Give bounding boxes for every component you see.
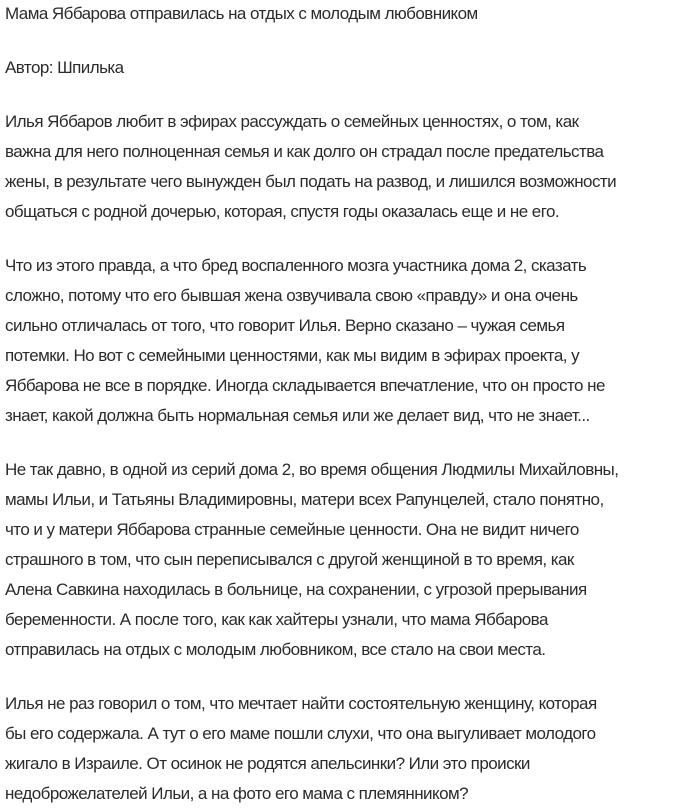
paragraph-line: знает, какой должна быть нормальная семья или же делает вид, что не знает... [5, 406, 590, 425]
paragraph-line: сложно, потому что его бывшая жена озвучивала свою «правду» и она очень [5, 286, 578, 305]
paragraph-line: потемки. Но вот с семейными ценностями, как мы видим в эфирах проекта, у [5, 346, 580, 365]
paragraph-line: бы его содержала. А тут о его маме пошли слухи, что она выгуливает молодого [5, 724, 596, 743]
paragraph-line: Илья не раз говорил о том, что мечтает найти состоятельную женщину, которая [5, 694, 597, 713]
paragraph-line: жены, в результате чего вынужден был подать на развод, и лишился возможности [5, 172, 617, 191]
paragraph-line: Яббарова не все в порядке. Иногда складывается впечатление, что он просто не [5, 376, 605, 395]
paragraph-line: мамы Ильи, и Татьяны Владимировны, матери всех Рапунцелей, стало понятно, [5, 490, 604, 509]
paragraph [5, 251, 699, 431]
paragraph-line: беременности. А после того, как как хайтеры узнали, что мама Яббарова [5, 610, 548, 629]
paragraph-line: Что из этого правда, а что бред воспаленного мозга участника дома 2, сказать [5, 256, 587, 275]
paragraph [5, 689, 699, 809]
paragraph-line: отправилась на отдых с молодым любовником, все стало на свои места. [5, 640, 546, 659]
paragraph-line: Алена Савкина находилась в больнице, на сохранении, с угрозой прерывания [5, 580, 587, 599]
paragraph-line: недоброжелателей Ильи, а на фото его мама с племянником? [5, 784, 469, 803]
paragraph-line: важна для него полноценная семья и как долго он страдал после предательства [5, 142, 604, 161]
paragraph-line: Не так давно, в одной из серий дома 2, во время общения Людмилы Михайловны, [5, 460, 619, 479]
paragraph-line: Илья Яббаров любит в эфирах рассуждать о семейных ценностях, о том, как [5, 112, 579, 131]
article-author [5, 53, 699, 83]
paragraph-line: сильно отличалась от того, что говорит Илья. Верно сказано – чужая семья [5, 316, 565, 335]
paragraph-line: жигало в Израиле. От осинок не родятся апельсинки? Или это происки [5, 754, 530, 773]
paragraph [5, 107, 699, 227]
title-text: Мама Яббарова отправилась на отдых с молодым любовником [5, 4, 478, 23]
paragraph-line: общаться с родной дочерью, которая, спустя годы оказалась еще и не его. [5, 202, 560, 221]
paragraph [5, 455, 699, 665]
paragraph-line: что и у матери Яббарова странные семейные ценности. Она не видит ничего [5, 520, 579, 539]
paragraph-line: страшного в том, что сын переписывался с другой женщиной в то время, как [5, 550, 574, 569]
author-text: Автор: Шпилька [5, 58, 124, 77]
article-title [5, 0, 699, 29]
